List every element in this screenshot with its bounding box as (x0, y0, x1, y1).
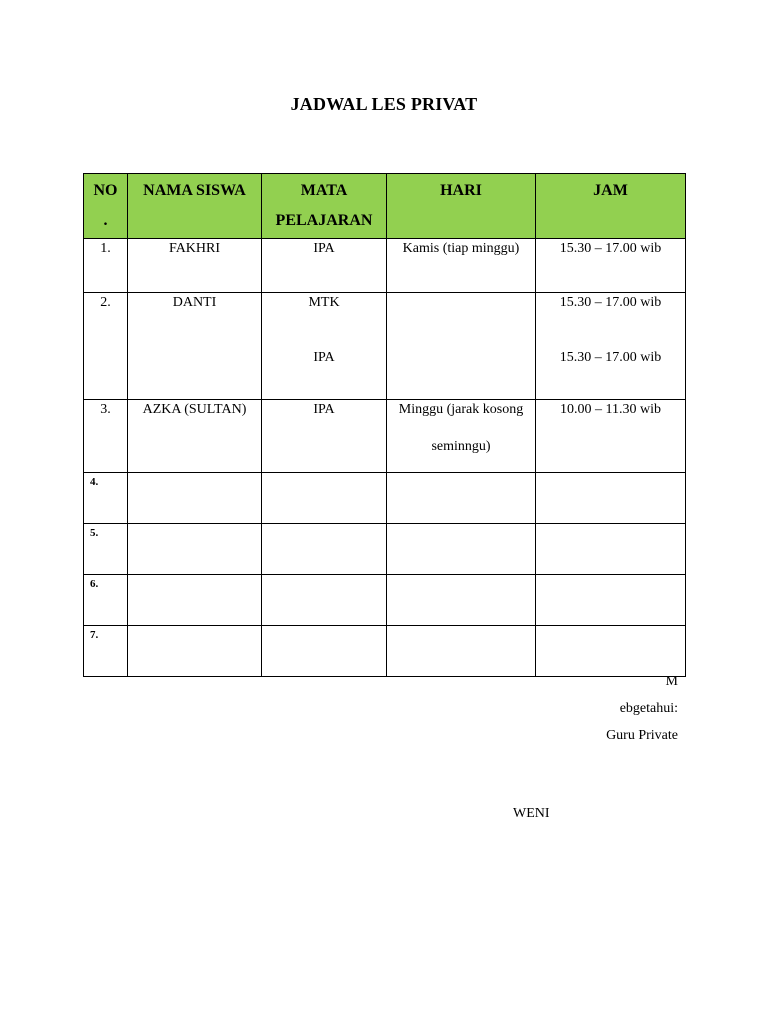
table-row (84, 524, 686, 575)
subject: IPA (313, 402, 335, 417)
cell-nama (128, 400, 262, 473)
header-no-line1: NO (93, 182, 118, 199)
cell-no (84, 239, 128, 293)
cell-nama (128, 626, 262, 677)
cell-mapel (262, 626, 387, 677)
day: Minggu (jarak kosong (398, 402, 524, 417)
row-no: 3. (100, 402, 111, 417)
table-row (84, 473, 686, 524)
cell-nama (128, 524, 262, 575)
cell-mapel (262, 400, 387, 473)
cell-hari (387, 400, 536, 473)
cell-jam (536, 524, 686, 575)
subject: IPA (313, 350, 335, 365)
header-row (84, 174, 686, 239)
cell-mapel (262, 575, 387, 626)
subject: IPA (313, 241, 335, 256)
cell-hari (387, 473, 536, 524)
header-mata-pelajaran (262, 174, 387, 239)
header-no (84, 174, 128, 239)
cell-hari (387, 524, 536, 575)
cell-nama (128, 575, 262, 626)
table-row (84, 626, 686, 677)
cell-nama (128, 473, 262, 524)
cell-jam (536, 239, 686, 293)
cell-mapel (262, 293, 387, 400)
cell-no (84, 473, 128, 524)
cell-jam (536, 400, 686, 473)
header-jam (536, 174, 686, 239)
cell-no (84, 293, 128, 400)
cell-hari (387, 293, 536, 400)
cell-no (84, 575, 128, 626)
signature-line1: M (665, 674, 678, 689)
time: 15.30 – 17.00 wib (559, 295, 662, 310)
header-jam-label: JAM (593, 182, 628, 199)
cell-mapel (262, 473, 387, 524)
table-row (84, 400, 686, 473)
day: seminngu) (431, 439, 491, 454)
row-no: 7. (90, 629, 99, 641)
time: 10.00 – 11.30 wib (560, 402, 661, 417)
header-nama-label: NAMA SISWA (143, 182, 246, 199)
cell-hari (387, 239, 536, 293)
subject: MTK (308, 295, 340, 310)
header-hari (387, 174, 536, 239)
cell-jam (536, 293, 686, 400)
row-no: 1. (100, 241, 111, 256)
cell-no (84, 400, 128, 473)
table-row (84, 293, 686, 400)
table-row (84, 239, 686, 293)
cell-jam (536, 473, 686, 524)
header-hari-label: HARI (440, 182, 482, 199)
header-nama-siswa (128, 174, 262, 239)
signature-name: WENI (513, 806, 550, 821)
cell-nama (128, 239, 262, 293)
cell-jam (536, 575, 686, 626)
header-mapel-line2: PELAJARAN (275, 212, 373, 229)
cell-hari (387, 626, 536, 677)
row-no: 5. (90, 527, 99, 539)
header-no-line2: . (103, 212, 108, 229)
cell-jam (536, 626, 686, 677)
row-no: 2. (100, 295, 111, 310)
cell-no (84, 626, 128, 677)
student-name: FAKHRI (168, 241, 221, 256)
row-no: 4. (90, 476, 99, 488)
student-name: AZKA (SULTAN) (142, 402, 247, 417)
day: Kamis (tiap minggu) (402, 241, 520, 256)
time: 15.30 – 17.00 wib (559, 350, 662, 365)
cell-mapel (262, 524, 387, 575)
row-no: 6. (90, 578, 99, 590)
cell-hari (387, 575, 536, 626)
cell-mapel (262, 239, 387, 293)
header-mapel-line1: MATA (300, 182, 348, 199)
time: 15.30 – 17.00 wib (559, 241, 662, 256)
cell-nama (128, 293, 262, 400)
schedule-table (83, 173, 686, 677)
student-name: DANTI (172, 295, 217, 310)
signature-line2: ebgetahui: (619, 701, 678, 716)
document-title: JADWAL LES PRIVAT (290, 94, 478, 114)
cell-no (84, 524, 128, 575)
signature-line3: Guru Private (606, 728, 678, 743)
table-row (84, 575, 686, 626)
